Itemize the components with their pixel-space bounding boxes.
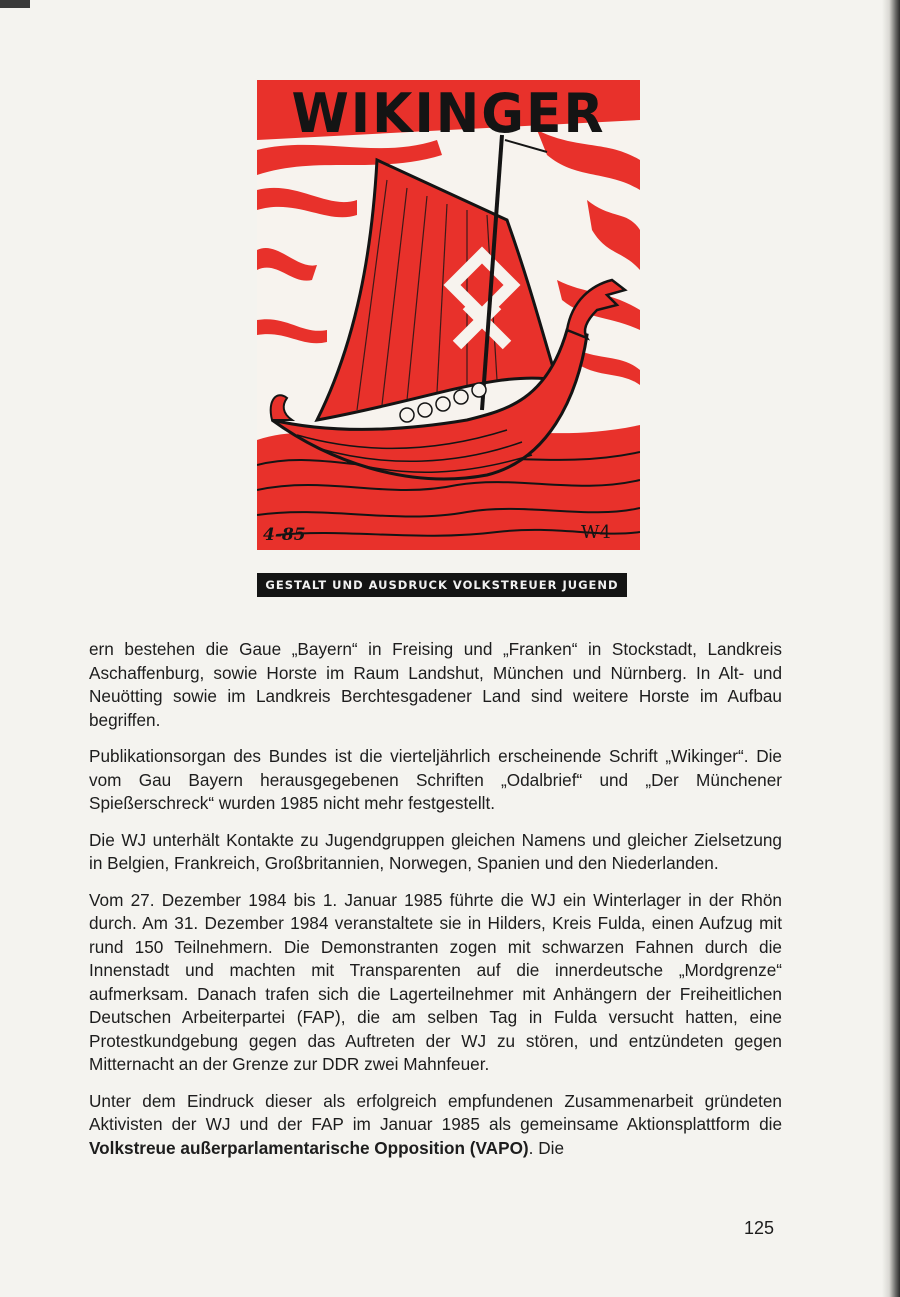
cover-title: WIKINGER — [291, 82, 606, 146]
page-number: 125 — [744, 1218, 775, 1238]
paragraph: ern bestehen die Gaue „Bayern“ in Freising und „Franken“ in Stockstadt, Landkreis Aschaffenburg, sowie Horste im Raum Landshut, München und Nürnberg. In Alt- und Neuötting sowie im Landkreis Berchtesgadener Land sind weitere Horste im Aufbau begriffen. — [89, 639, 782, 730]
cover-tagline: GESTALT UND AUSDRUCK VOLKSTREUER JUGEND — [257, 573, 627, 597]
paragraph: Vom 27. Dezember 1984 bis 1. Januar 1985 führte die WJ ein Winterlager in der Rhön durch. Am 31. Dezember 1984 veranstaltete sie in Hilders, Kreis Fulda, einen Aufzug mit rund 150 Teilnehmern. Die Demonstranten zogen mit schwarzen Fahnen durch die Innenstadt und machten mit Transparenten auf die innerdeutsche „Mordgrenze“ aufmerksam. Danach trafen sich die Lagerteilnehmer mit Anhängern der Freiheitlichen Deutschen Arbeiterpartei (FAP), die am selben Tag in Fulda versucht hatten, eine Protestkundgebung gegen das Auftreten der WJ zu stören, und entzündeten gegen Mitternacht an der Grenze zur DDR zwei Mahnfeuer. — [89, 889, 782, 1074]
page-binding-edge — [882, 0, 900, 1297]
page-corner-shadow — [0, 0, 30, 8]
organization-name: Volkstreue außerparlamentarische Opposition (VAPO) — [89, 1137, 529, 1158]
paragraph-text: Unter dem Eindruck dieser als erfolgreich empfundenen Zusammenarbeit gründeten Aktivisten der WJ und der FAP im Januar 1985 als gemeinsame Aktionsplattform die — [89, 1090, 782, 1134]
paragraph: Die WJ unterhält Kontakte zu Jugendgruppen gleichen Namens und gleicher Zielsetzung in Belgien, Frankreich, Großbritannien, Norwegen, Spanien und den Niederlanden. — [89, 829, 782, 873]
paragraph: Publikationsorgan des Bundes ist die vierteljährlich erscheinende Schrift „Wikinger“. Die vom Gau Bayern herausgegebenen Schriften „Odalbrief“ und „Der Münchener Spießerschreck“ wurden 1985 nicht mehr festgestellt. — [89, 746, 782, 813]
artist-monogram: W4 — [581, 522, 611, 543]
magazine-cover-image — [257, 80, 640, 550]
issue-number: 4-85 — [263, 525, 306, 545]
paragraph-last — [89, 1090, 782, 1161]
longship-illustration — [257, 80, 640, 550]
body-text — [89, 638, 782, 1173]
paragraph-text: . Die — [528, 1137, 564, 1158]
